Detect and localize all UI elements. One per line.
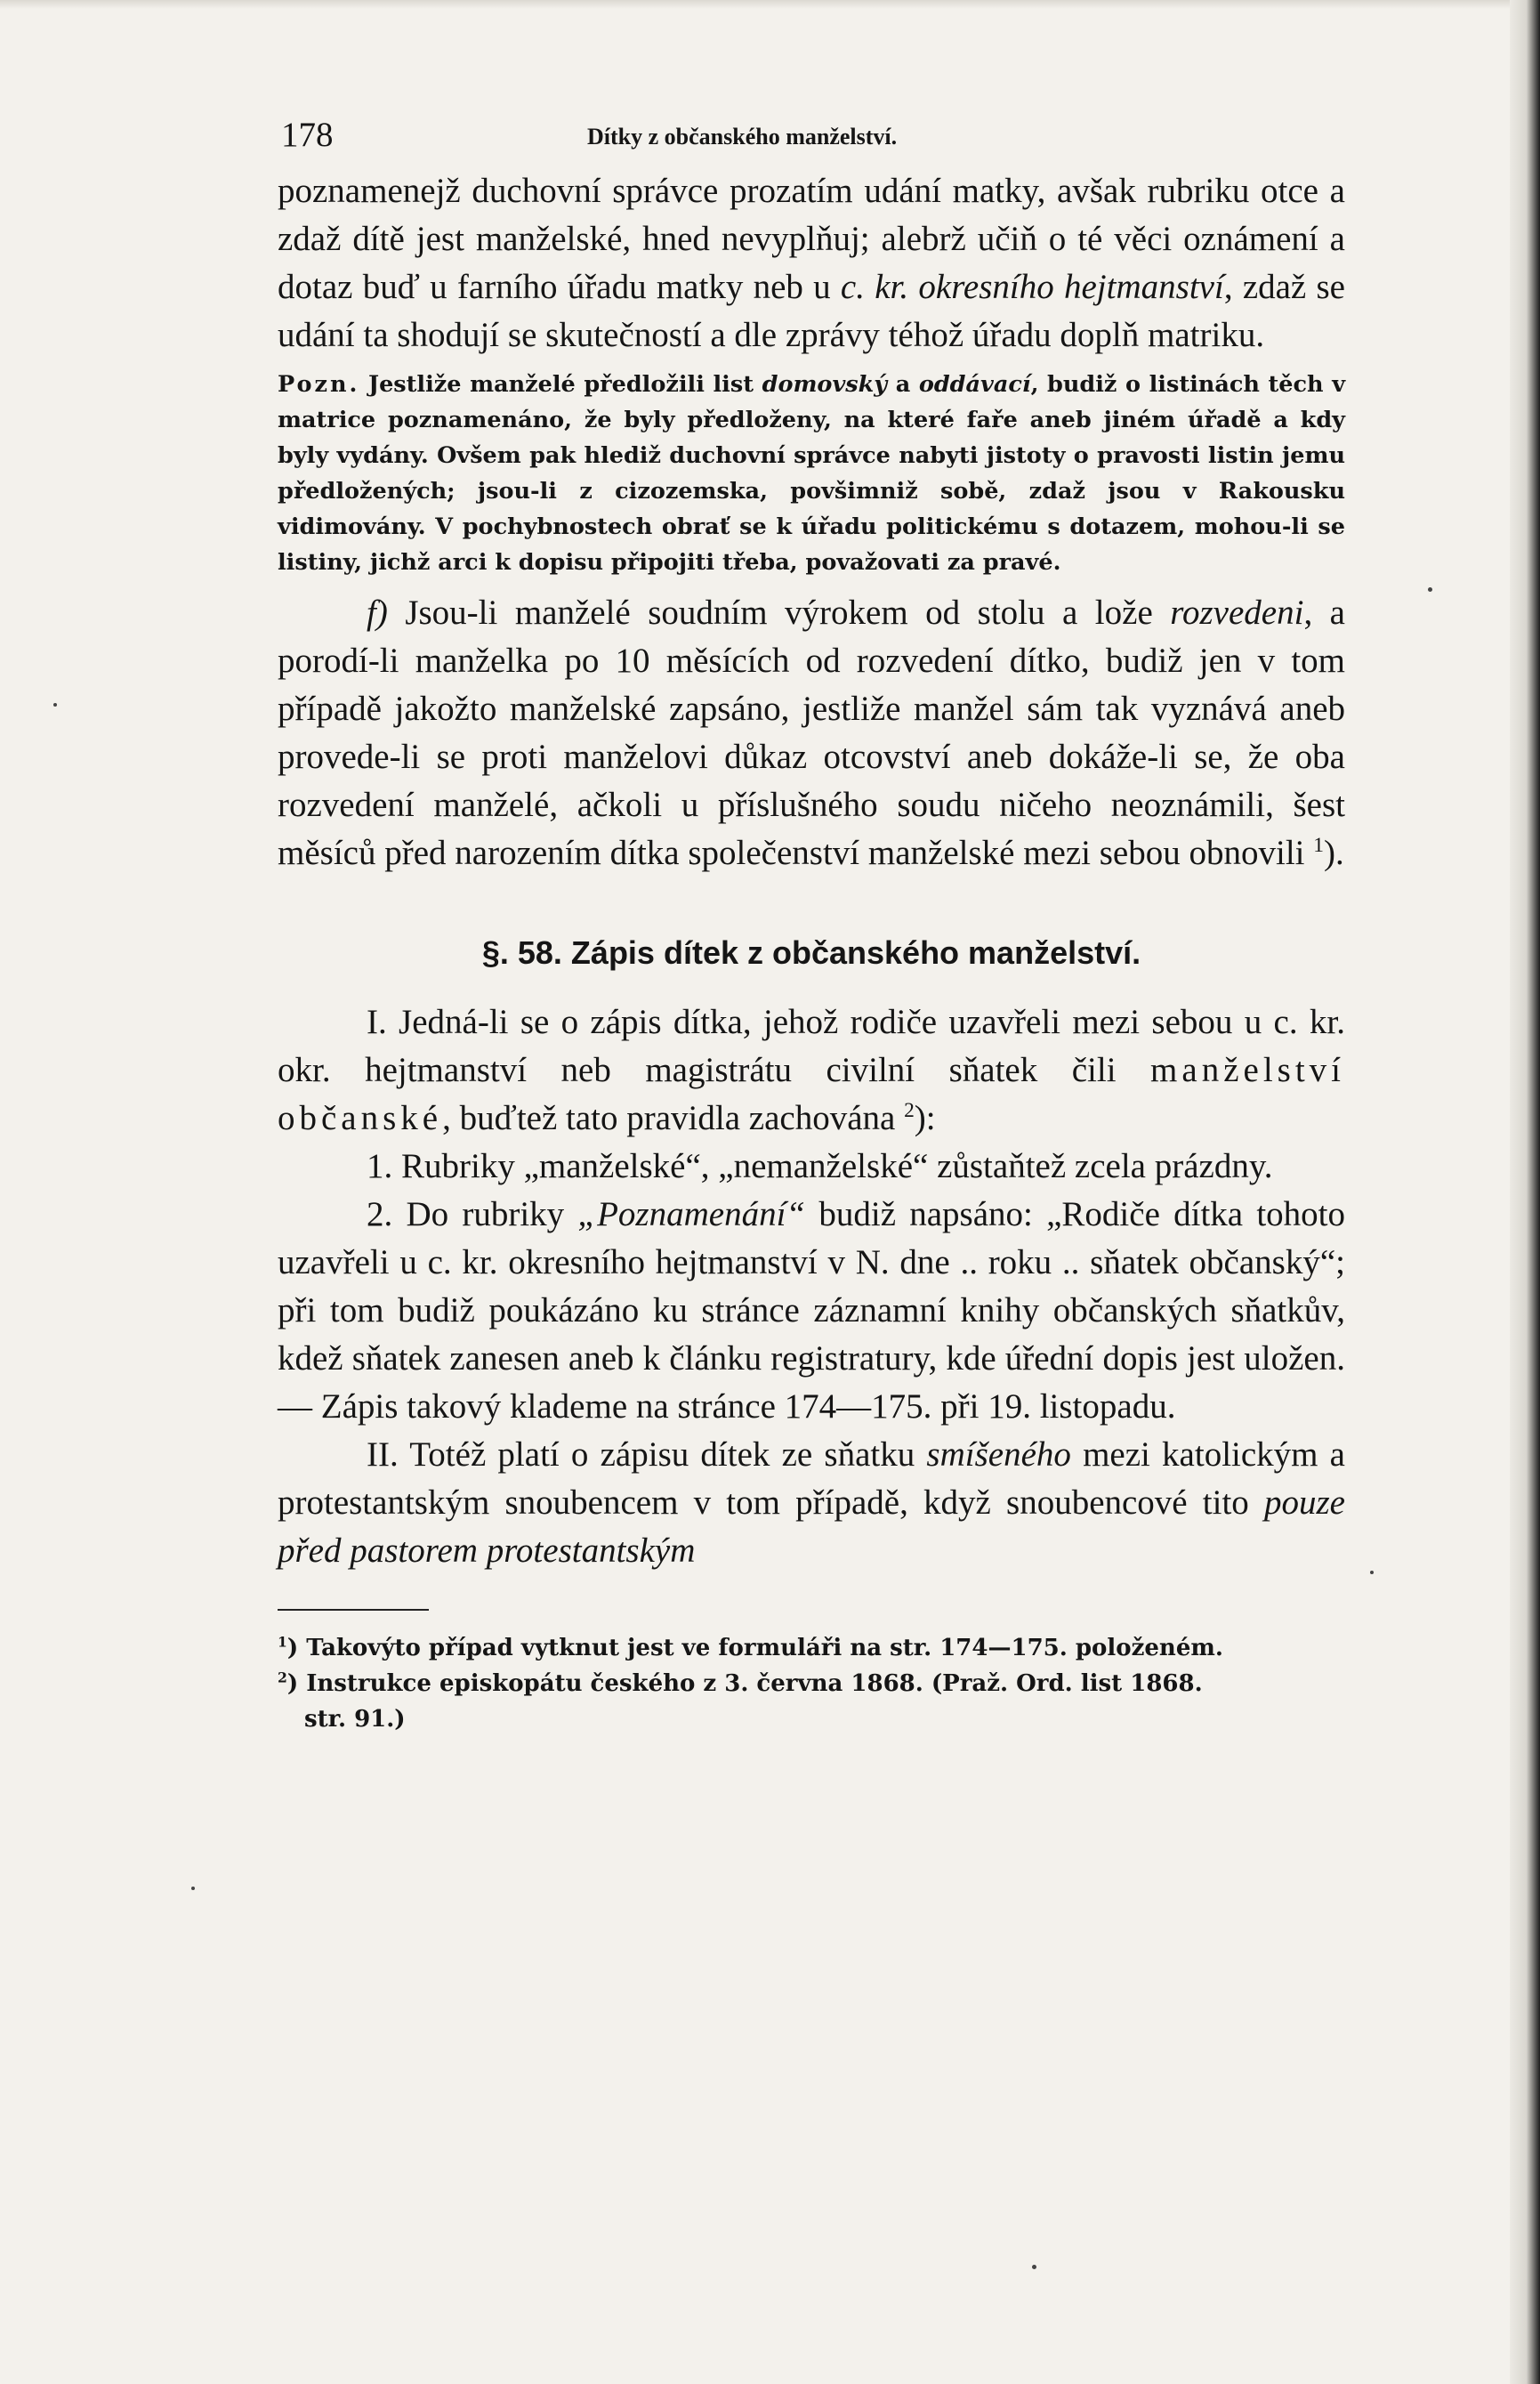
running-head (278, 114, 1345, 164)
scan-speck (1370, 1571, 1374, 1574)
footnote-2-continuation: str. 91.) (304, 1706, 406, 1733)
item-marker-f: f) (367, 594, 388, 632)
scan-speck (1032, 2265, 1036, 2269)
scan-speck (1428, 587, 1432, 592)
page-number: 178 (281, 116, 334, 154)
book-page (278, 114, 1345, 1737)
footnote-rule (278, 1609, 429, 1611)
running-title: Dítky z občanského manželství. (587, 124, 898, 150)
footnotes (278, 1630, 1345, 1737)
paragraph-f: f) Jsou-li manželé soudním výrokem od stolu a lože rozvedeni, a porodí-li manželka po 10 měsících od rozvedení dítko, budiž jen v tom případě jakožto manželské zapsáno, jestliže manžel sám tak vyznává aneb provede-li se proti manželovi důkaz otcovství aneb dokáže-li se, že oba rozvedení manželé, ačkoli u příslušného soudu ničeho neoznámili, šest měsíců před narozením dítka společenství manželské mezi sebou obnovili $^1$). (278, 594, 1345, 872)
rule-item-1: 1. Rubriky „manželské“, „nemanželské“ zůstaňtež zcela prázdny. (367, 1147, 1273, 1185)
scan-speck (53, 703, 57, 707)
note-block: Pozn. Jestliže manželé předložili list domovský a oddávací, budiž o listinách těch v matrice poznamenáno, že byly předloženy, na které faře aneb jiném úřadě a kdy byly vydány. Ovšem pak hlediž duchovní správce nabyti jistoty o pravosti listin jemu předložených; jsou-li z cizozemska, povšimniž sobě, zdaž jsou v Rakousku vidimovány. V pochybnostech obrať se k úřadu politickému s dotazem, mohou-li se listiny, jichž arci k dopisu připojiti třeba, považovati za pravé. (278, 371, 1346, 576)
paragraph-continuation: poznamenejž duchovní správce prozatím udání matky, avšak rubriku otce a zdaž dítě jest manželské, hned nevyplňuj; alebrž učiň o té věci oznámení a dotaz buď u farního úřadu matky neb u c. kr. okresního hejtmanství, zdaž se udání ta shodují se skutečností a dle zprávy téhož úřadu doplň matriku. (278, 172, 1345, 354)
footnote-2: $^2$) Instrukce episkopátu českého z 3. června 1868. (Praž. Ord. list 1868. (278, 1669, 1203, 1697)
footnote-ref-1: 1 (1313, 834, 1324, 857)
note-label: Pozn. (278, 371, 360, 398)
section-heading: §. 58. Zápis dítek z občanského manželství. (481, 934, 1141, 971)
paragraph-I: I. Jedná-li se o zápis dítka, jehož rodiče uzavřeli mezi sebou u c. kr. okr. hejtmanství neb magistrátu civilní sňatek čili manželství občanské, buďtež tato pravidla zachována $^2$): (278, 1003, 1345, 1137)
scan-speck (191, 1887, 195, 1890)
footnote-ref-2: 2 (904, 1099, 915, 1122)
body-text (278, 167, 1345, 1575)
footnote-1: $^1$) Takovýto případ vytknut jest ve formuláři na str. 174—175. položeném. (278, 1633, 1223, 1661)
scan-right-edge (1510, 0, 1540, 2384)
scan-top-shadow (0, 0, 1540, 9)
paragraph-II: II. Totéž platí o zápisu dítek ze sňatku smíšeného mezi katolickým a protestantským snoubencem v tom případě, když snoubencové tito pouze před pastorem protestantským (278, 1435, 1345, 1570)
rule-item-2: 2. Do rubriky „Poznamenání“ budiž napsáno: „Rodiče dítka tohoto uzavřeli u c. kr. okresního hejtmanství v N. dne .. roku .. sňatek občanský“; při tom budiž poukázáno ku stránce záznamní knihy občanských sňatkův, kdež sňatek zanesen aneb k článku registratury, kde úřední dopis jest uložen. — Zápis takový klademe na stránce 174—175. při 19. listopadu. (278, 1195, 1345, 1426)
